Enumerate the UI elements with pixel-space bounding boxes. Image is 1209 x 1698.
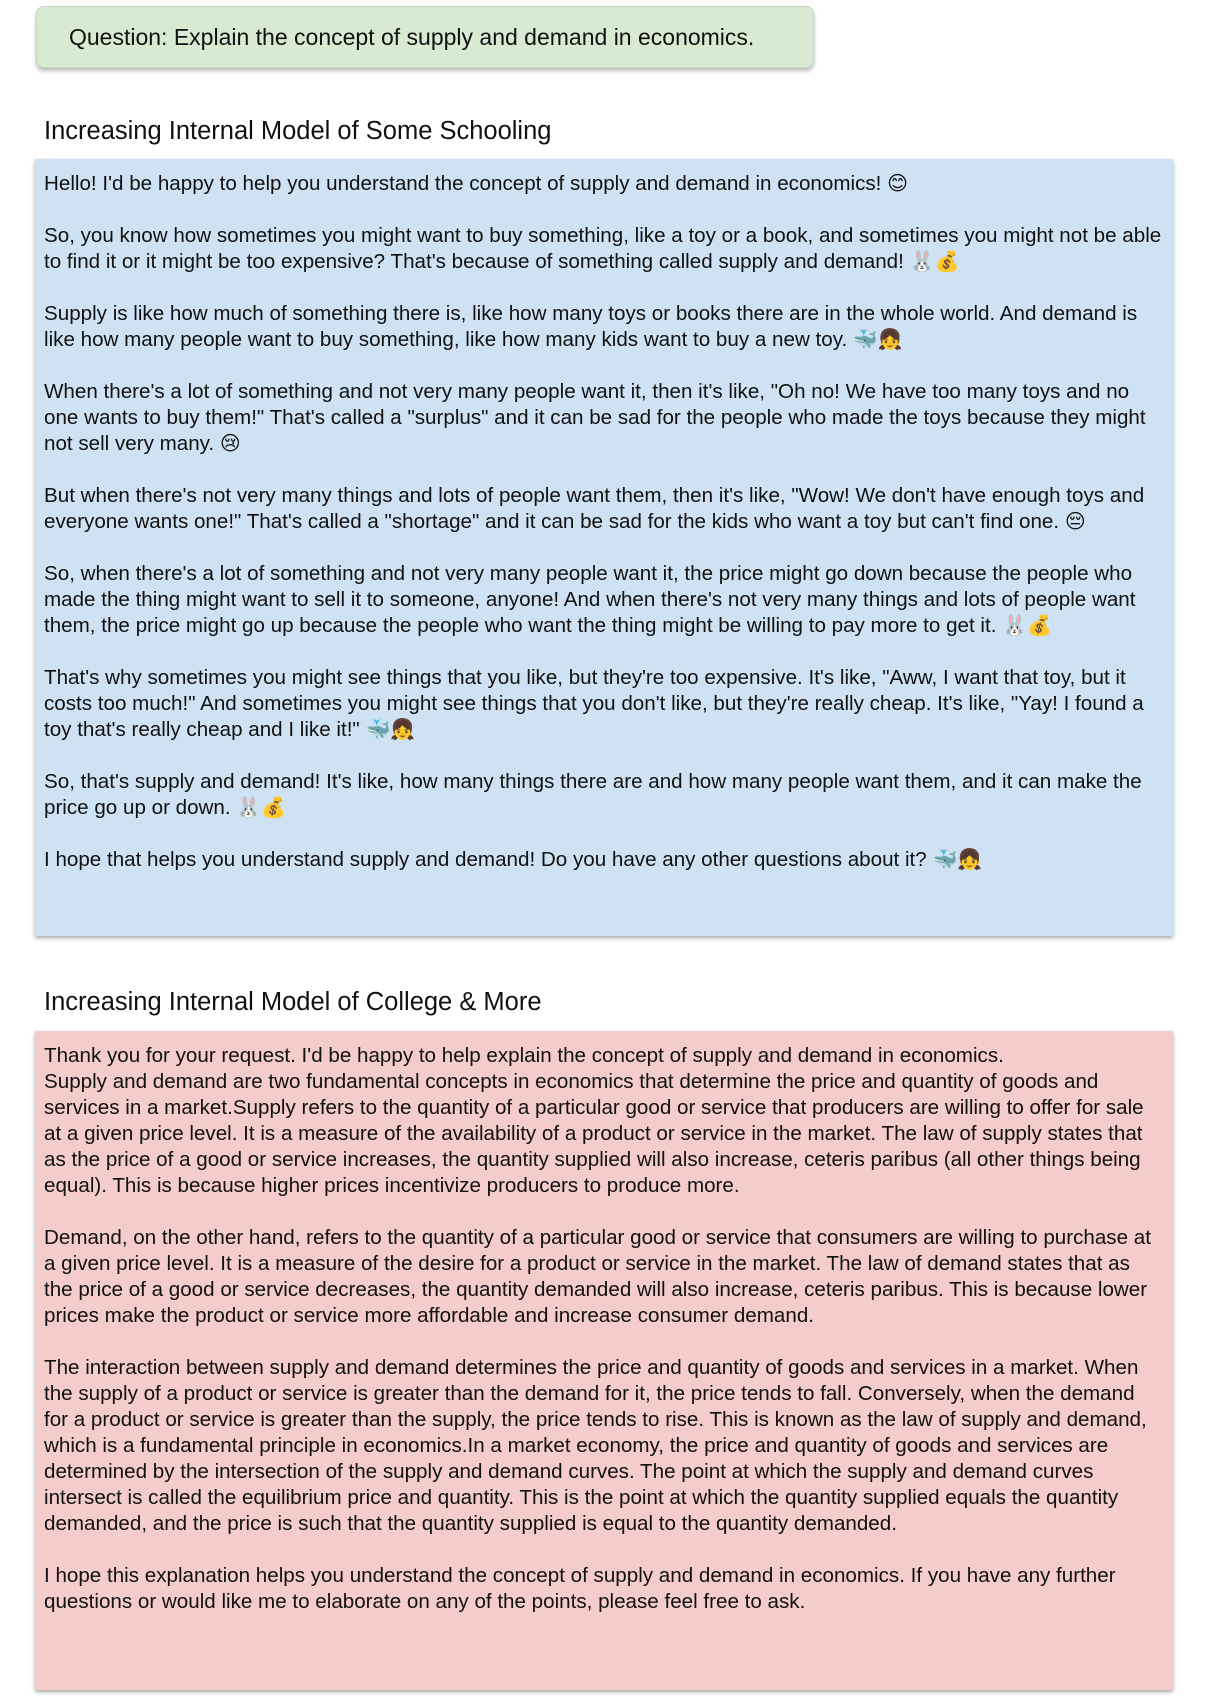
section-title-some-schooling: Increasing Internal Model of Some Schooling — [44, 117, 552, 145]
response-paragraph: So, that's supply and demand! It's like, how many things there are and how many people want them, and it can make the price go up or down. 🐰💰 — [44, 770, 1142, 819]
response-paragraph: That's why sometimes you might see things that you like, but they're too expensive. It's like, "Aww, I want that toy, but it costs too much!" And sometimes you might see things that you don't like, but they're really cheap. It's like, "Yay! I found a toy that's really cheap and I like it!" 🐳👧 — [44, 666, 1144, 741]
response-paragraph: When there's a lot of something and not very many people want it, then it's like, "Oh no! We have too many toys and no one wants to buy them!" That's called a "surplus" and it can be sad for the people who made the toys because they might not sell very many. 😢 — [44, 380, 1146, 455]
smiling-face-icon: 😊 — [887, 171, 908, 195]
response-paragraph: Demand, on the other hand, refers to the quantity of a particular good or service that consumers are willing to purchase at a given price level. It is a measure of the desire for a product or service in the market. The law of demand states that as the price of a good or service decreases, the quantity demanded will also increase, ceteris paribus. This is because lower prices make the product or service more affordable and increase consumer demand. — [44, 1226, 1151, 1327]
response-paragraph: Hello! I'd be happy to help you understand the concept of supply and demand in economics! 😊 — [44, 171, 908, 195]
section-title-college-and-more: Increasing Internal Model of College & More — [44, 988, 542, 1016]
rabbit-money-bag-icon: 🐰💰 — [1002, 613, 1052, 637]
response-panel-college-and-more — [35, 1031, 1173, 1690]
response-paragraph: But when there's not very many things and lots of people want them, then it's like, "Wow! We don't have enough toys and everyone wants one!" That's called a "shortage" and it can be sad for the kids who want a toy but can't find one. 😔 — [44, 484, 1145, 533]
crying-face-icon: 😢 — [219, 431, 241, 455]
response-paragraph: Thank you for your request. I'd be happy to help explain the concept of supply and demand in economics. Supply and demand are two fundamental concepts in economics that determine the price and quantity of goods and services in a market.Supply refers to the quantity of a particular good or service that producers are willing to offer for sale at a given price level. It is a measure of the availability of a product or service in the market. The law of supply states that as the price of a good or service increases, the quantity supplied will also increase, ceteris paribus (all other things being equal). This is because higher prices incentivize producers to produce more. — [44, 1044, 1144, 1197]
response-panel-some-schooling — [35, 159, 1173, 936]
question-box — [36, 6, 814, 68]
whale-girl-icon: 🐳👧 — [932, 847, 983, 871]
response-paragraph: So, you know how sometimes you might want to buy something, like a toy or a book, and sometimes you might not be able to find it or it might be too expensive? That's because of something called supply and demand! 🐰💰 — [44, 224, 1162, 273]
response-paragraph: The interaction between supply and demand determines the price and quantity of goods and services in a market. When the supply of a product or service is greater than the demand for it, the price tends to fall. Conversely, when the demand for a product or service is greater than the supply, the price tends to rise. This is known as the law of supply and demand, which is a fundamental principle in economics.In a market economy, the price and quantity of goods and services are determined by the intersection of the supply and demand curves. The point at which the supply and demand curves intersect is called the equilibrium price and quantity. This is the point at which the quantity supplied equals the quantity demanded, and the price is such that the quantity supplied is equal to the quantity demanded. — [44, 1356, 1147, 1535]
response-paragraph: Supply is like how much of something there is, like how many toys or books there are in the whole world. And demand is like how many people want to buy something, like how many kids want to buy a new toy. 🐳👧 — [44, 302, 1138, 351]
pensive-face-icon: 😔 — [1064, 509, 1086, 533]
whale-girl-icon: 🐳👧 — [365, 717, 416, 741]
response-paragraph: I hope that helps you understand supply and demand! Do you have any other questions about it? 🐳👧 — [44, 847, 983, 871]
question-text: Question: Explain the concept of supply and demand in economics. — [69, 24, 755, 50]
response-paragraph: I hope this explanation helps you understand the concept of supply and demand in economics. If you have any further questions or would like me to elaborate on any of the points, please feel free to ask. — [44, 1564, 1116, 1613]
rabbit-money-bag-icon: 🐰💰 — [909, 249, 960, 273]
response-paragraph: So, when there's a lot of something and not very many people want it, the price might go down because the people who made the thing might want to sell it to someone, anyone! And when there's not very many things and lots of people want them, the price might go up because the people who want the thing might be willing to pay more to get it. 🐰💰 — [44, 562, 1136, 637]
whale-girl-icon: 🐳👧 — [852, 327, 903, 351]
rabbit-money-bag-icon: 🐰💰 — [236, 795, 287, 819]
